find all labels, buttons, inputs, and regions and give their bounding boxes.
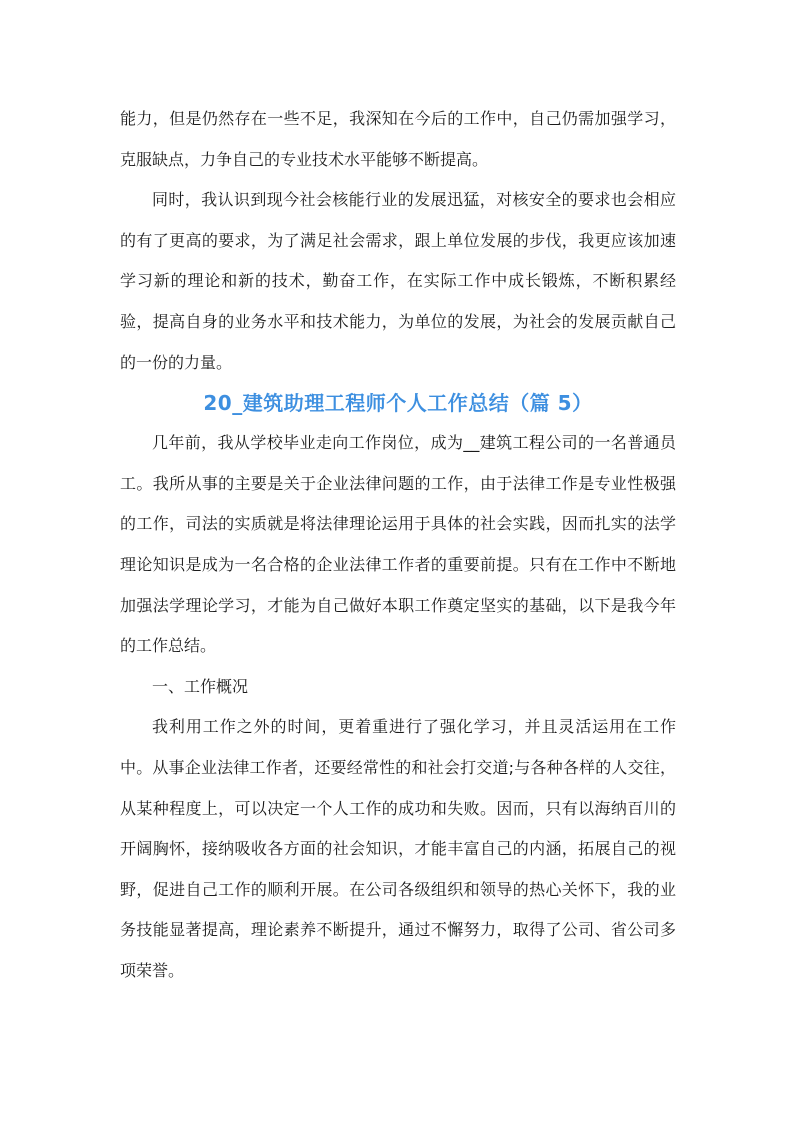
paragraph-industry-development: 同时，我认识到现今社会核能行业的发展迅猛，对核安全的要求也会相应的有了更高的要求，为了满足社会需求，跟上单位发展的步伐，我更应该加速学习新的理论和新的技术，勤奋工作，在实际工作中成长锻炼，不断积累经验，提高自身的业务水平和技术能力，为单位的发展，为社会的发展贡献自己的一份的力量。 — [120, 190, 676, 372]
section-title: 20_建筑助理工程师个人工作总结（篇 5） — [203, 391, 593, 416]
subheading-work-overview: 一、工作概况 — [152, 676, 249, 696]
document-page — [120, 99, 676, 991]
paragraph-continuation: 能力，但是仍然存在一些不足，我深知在今后的工作中，自己仍需加强学习，克服缺点，力争自己的专业技术水平能够不断提高。 — [120, 109, 676, 169]
paragraph-introduction: 几年前，我从学校毕业走向工作岗位，成为__建筑工程公司的一名普通员工。我所从事的主要是关于企业法律问题的工作，由于法律工作是专业性极强的工作，司法的实质就是将法律理论运用于具体的社会实践，因而扎实的法学理论知识是成为一名合格的企业法律工作者的重要前提。只有在工作中不断地加强法学理论学习，才能为自己做好本职工作奠定坚实的基础，以下是我今年的工作总结。 — [120, 433, 676, 656]
paragraph-work-details: 我利用工作之外的时间，更着重进行了强化学习，并且灵活运用在工作中。从事企业法律工作者，还要经常性的和社会打交道;与各种各样的人交往，从某种程度上，可以决定一个人工作的成功和失败。因而，只有以海纳百川的开阔胸怀，接纳吸收各方面的社会知识，才能丰富自己的内涵，拓展自己的视野，促进自己工作的顺利开展。在公司各级组织和领导的热心关怀下，我的业务技能显著提高，理论素养不断提升，通过不懈努力，取得了公司、省公司多项荣誉。 — [120, 717, 676, 980]
